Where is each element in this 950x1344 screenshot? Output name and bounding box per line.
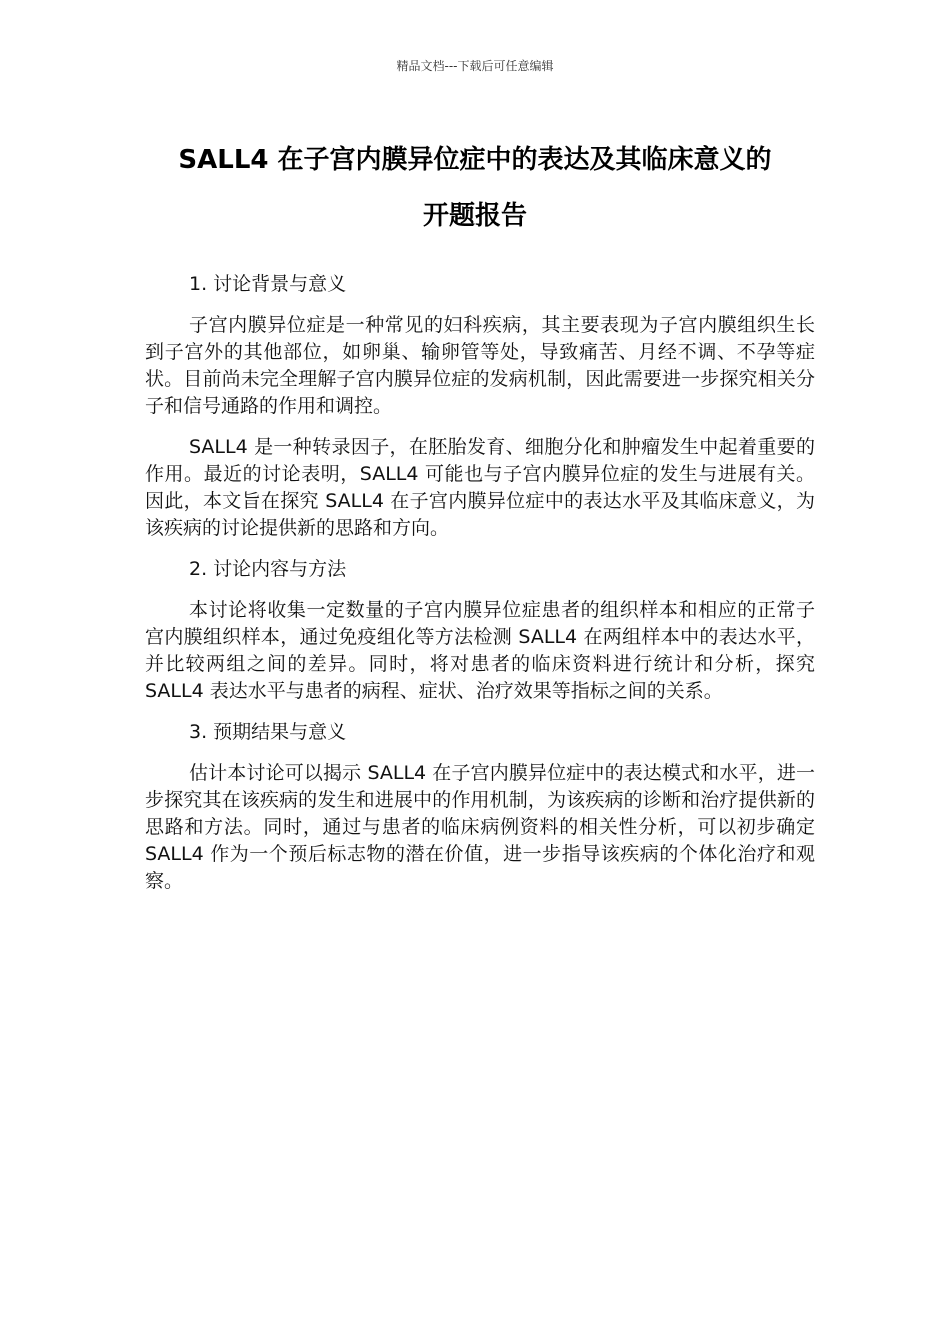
document-title-line-2: 开题报告 [422,201,527,231]
page-header-note: 精品文档---下载后可任意编辑 [396,59,554,73]
document-body [145,271,815,909]
paragraph-methods-1: 本讨论将收集一定数量的子宫内膜异位症患者的组织样本和相应的正常子宫内膜组织样本，通过免疫组化等方法检测 SALL4 在两组样本中的表达水平，并比较两组之间的差异。同时，将对患者的临床资料进行统计和分析，探究 SALL4 表达水平与患者的病程、症状、治疗效果等指标之间的关系。 [145,599,815,702]
paragraph-expected-results-1: 估计本讨论可以揭示 SALL4 在子宫内膜异位症中的表达模式和水平，进一步探究其在该疾病的发生和进展中的作用机制，为该疾病的诊断和治疗提供新的思路和方法。同时，通过与患者的临床病例资料的相关性分析，可以初步确定 SALL4 作为一个预后标志物的潜在价值，进一步指导该疾病的个体化治疗和观察。 [145,762,815,892]
paragraph-background-2: SALL4 是一种转录因子，在胚胎发育、细胞分化和肿瘤发生中起着重要的作用。最近的讨论表明，SALL4 可能也与子宫内膜异位症的发生与进展有关。因此，本文旨在探究 SALL4 在子宫内膜异位症中的表达水平及其临床意义，为该疾病的讨论提供新的思路和方向。 [145,436,815,539]
paragraph-background-1: 子宫内膜异位症是一种常见的妇科疾病，其主要表现为子宫内膜组织生长到子宫外的其他部位，如卵巢、输卵管等处，导致痛苦、月经不调、不孕等症状。目前尚未完全理解子宫内膜异位症的发病机制，因此需要进一步探究相关分子和信号通路的作用和调控。 [145,314,815,417]
section-heading-methods: 2. 讨论内容与方法 [189,558,347,580]
section-heading-expected-results: 3. 预期结果与意义 [189,721,347,743]
section-heading-background: 1. 讨论背景与意义 [189,273,347,295]
document-title-line-1: SALL4 在子宫内膜异位症中的表达及其临床意义的 [178,145,772,175]
